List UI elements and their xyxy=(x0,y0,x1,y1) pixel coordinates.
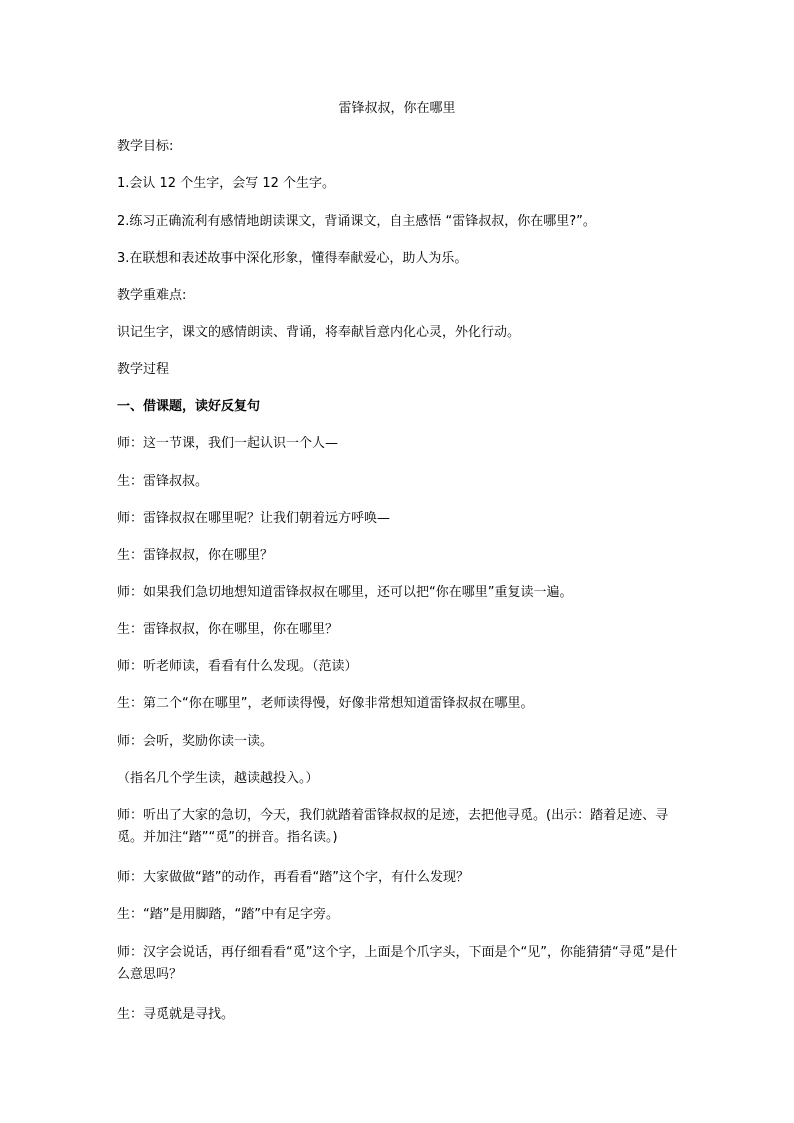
dialogue-line: 生：“踏”是用脚踏，“踏”中有足字旁。 xyxy=(117,907,339,922)
dialogue-line: 师：会听，奖励你读一读。 xyxy=(117,734,274,749)
paragraph: 1.会认 12 个生字，会写 12 个生字。 xyxy=(117,176,336,191)
paragraph: 3.在联想和表述故事中深化形象，懂得奉献爱心，助人为乐。 xyxy=(117,251,468,266)
paragraph: 识记生字，课文的感情朗读、背诵，将奉献旨意内化心灵，外化行动。 xyxy=(117,325,521,340)
dialogue-line: 师：听老师读，看看有什么发现。（范读） xyxy=(117,659,358,674)
paragraph: 2.练习正确流利有感情地朗读课文，背诵课文，自主感悟 “雷锋叔叔，你在哪里?”。 xyxy=(117,214,596,229)
section-heading-objectives: 教学目标: xyxy=(117,139,174,154)
subsection-heading: 一、借课题，读好反复句 xyxy=(117,399,261,414)
dialogue-line: 生：第二个“你在哪里”，老师读得慢，好像非常想知道雷锋叔叔在哪里。 xyxy=(117,696,534,711)
section-heading-process: 教学过程 xyxy=(117,362,170,377)
dialogue-line: 生：雷锋叔叔，你在哪里？ xyxy=(117,548,274,563)
dialogue-line: 师：这一节课，我们一起认识一个人— xyxy=(117,436,339,451)
dialogue-line: 生：雷锋叔叔，你在哪里，你在哪里？ xyxy=(117,622,339,637)
section-heading-key-points: 教学重难点: xyxy=(117,288,187,303)
dialogue-line: 师：大家做做“踏”的动作，再看看“踏”这个字，有什么发现？ xyxy=(117,870,469,885)
document-title: 雷锋叔叔，你在哪里 xyxy=(338,101,456,116)
dialogue-line: 师：听出了大家的急切，今天，我们就踏着雷锋叔叔的足迹，去把他寻觅。(出示：踏着足迹、寻觅。并加注“踏”“觅”的拼音。指名读。) xyxy=(117,808,669,845)
dialogue-line: 师：雷锋叔叔在哪里呢？让我们朝着远方呼唤— xyxy=(117,511,391,526)
dialogue-line: 师：汉字会说话，再仔细看看“觅”这个字，上面是个爪字头，下面是个“见”，你能猜猜“寻觅”是什么意思吗？ xyxy=(117,945,678,982)
stage-direction: （指名几个学生读，越读越投入。） xyxy=(117,771,319,786)
dialogue-line: 生：雷锋叔叔。 xyxy=(117,474,209,489)
dialogue-line: 师：如果我们急切地想知道雷锋叔叔在哪里，还可以把“你在哪里”重复读一遍。 xyxy=(117,585,573,600)
dialogue-line: 生：寻觅就是寻找。 xyxy=(117,1007,235,1022)
